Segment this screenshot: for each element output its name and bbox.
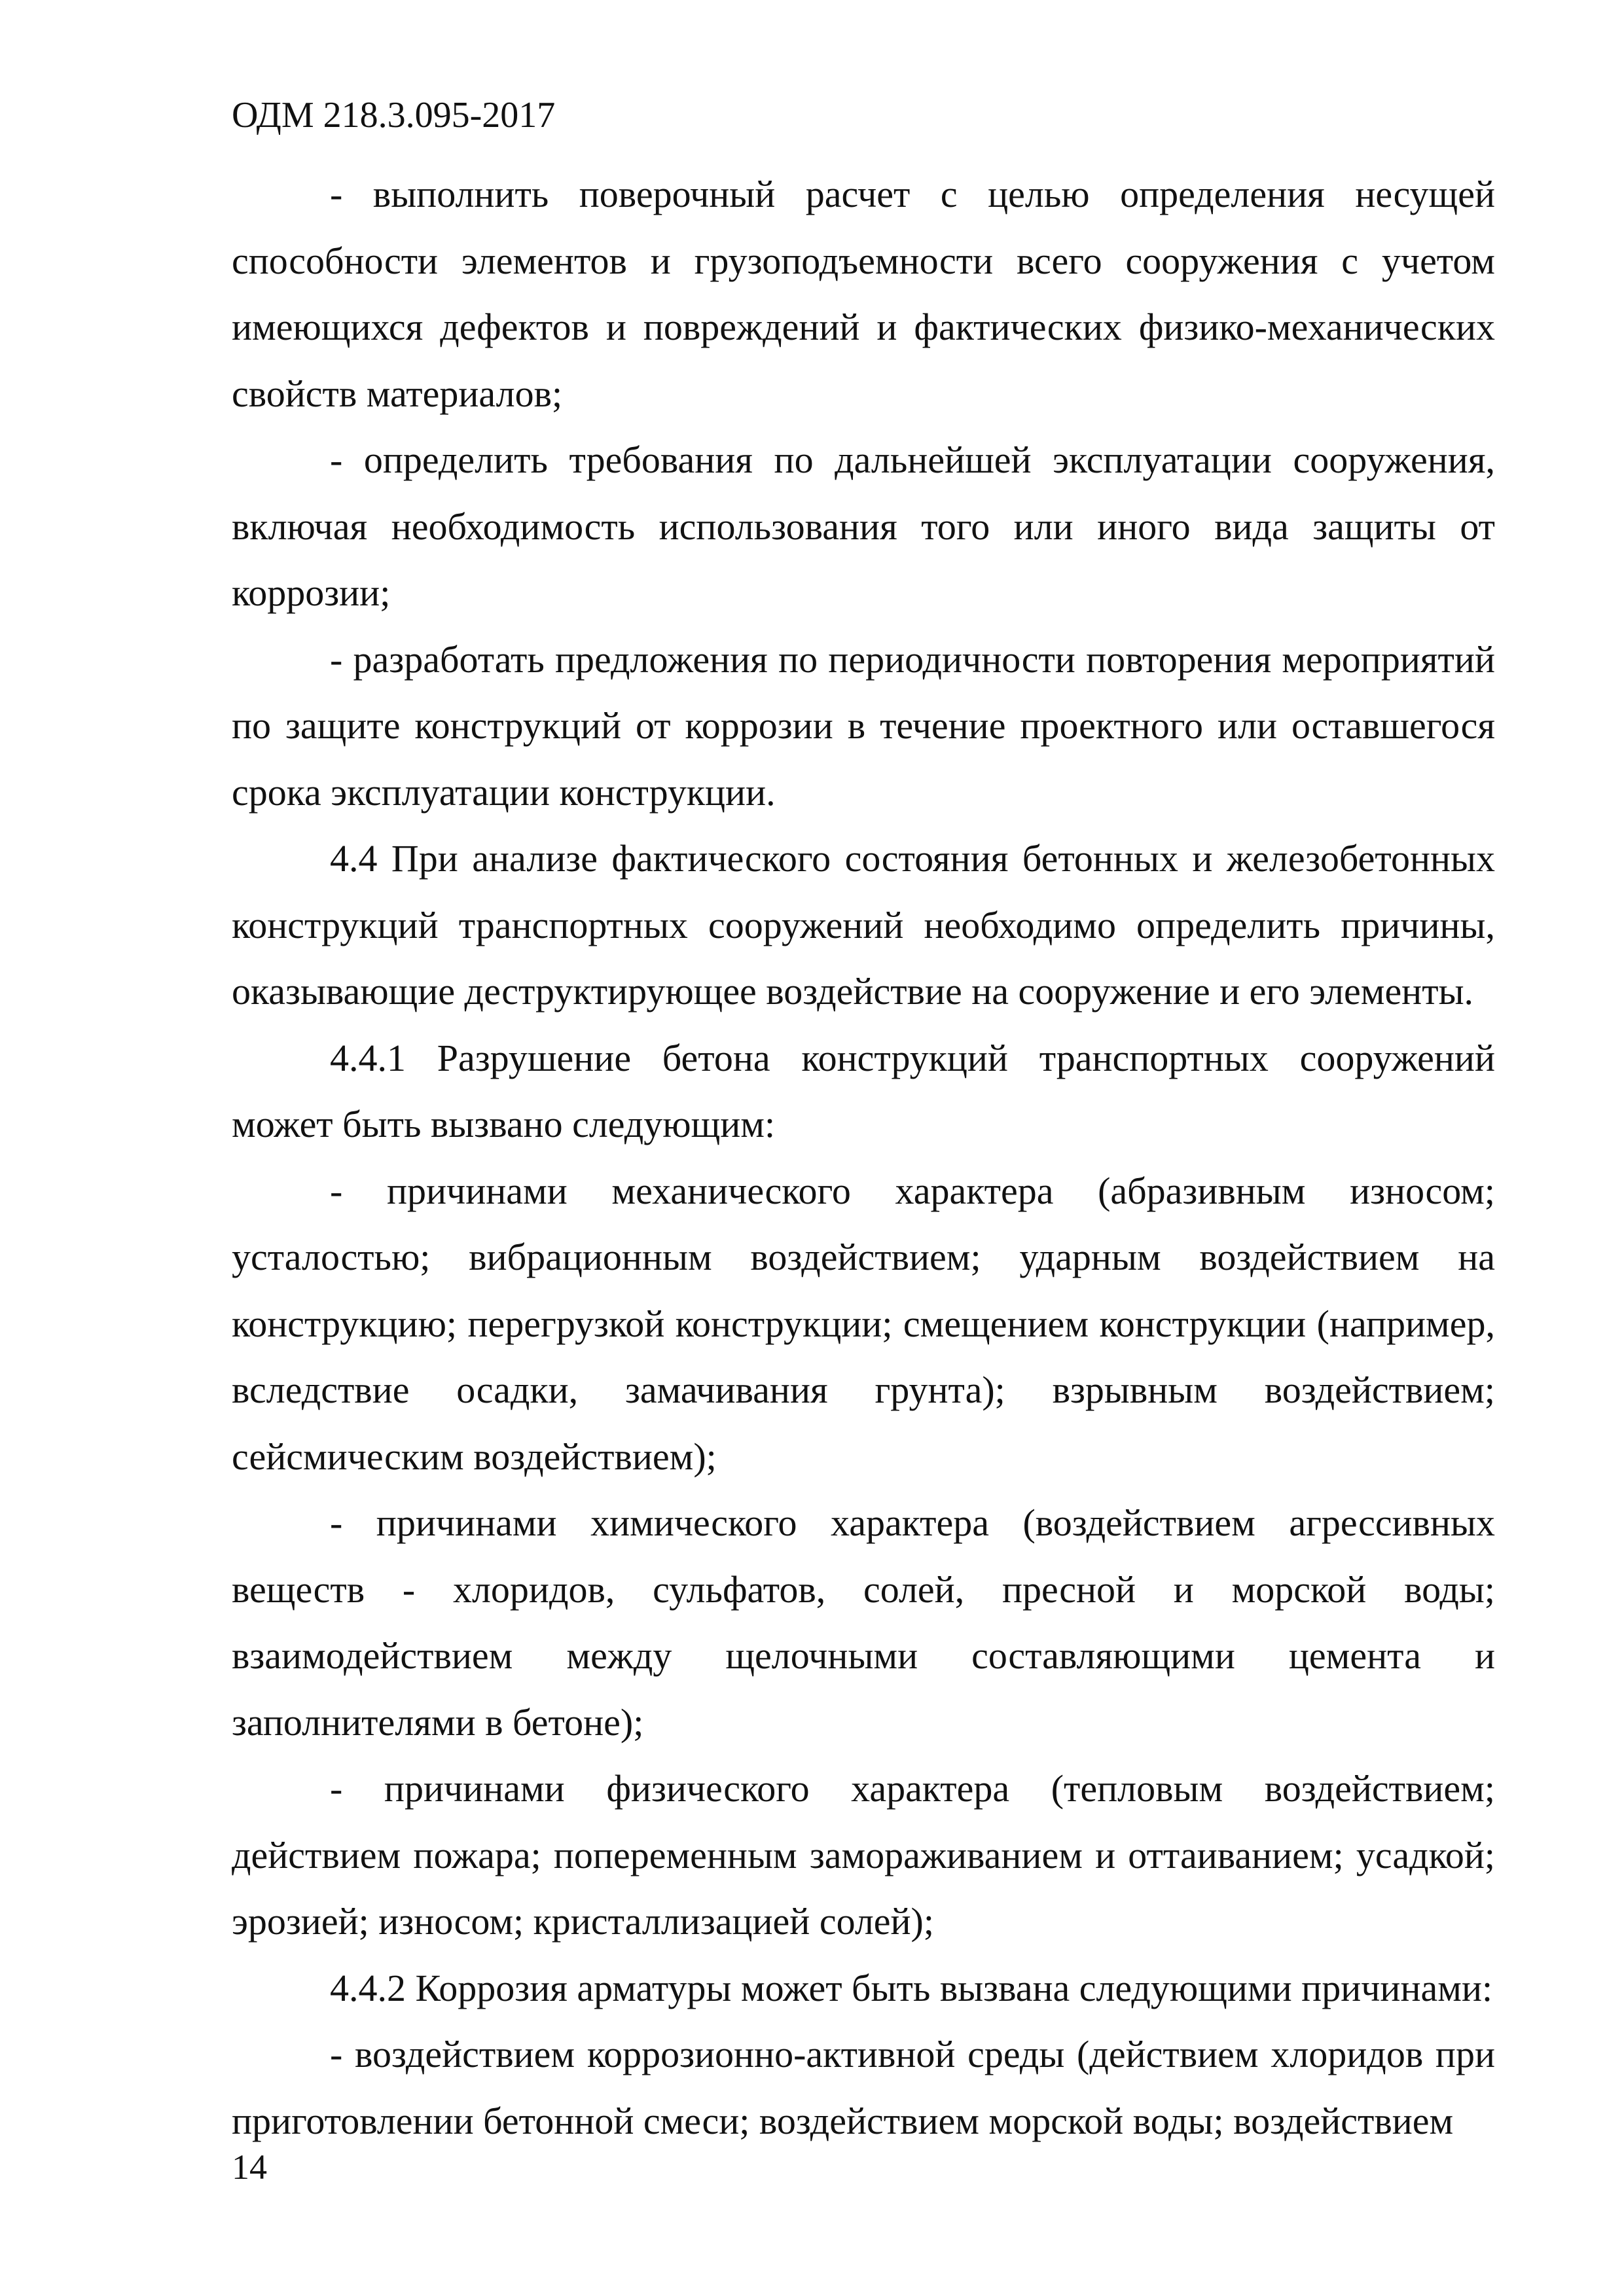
page-number: 14	[232, 2147, 267, 2187]
body-text	[232, 161, 1495, 2154]
paragraph-section-4-4-1: 4.4.1 Разрушение бетона конструкций транспортных сооружений может быть вызвано следующим:	[232, 1036, 1495, 1145]
paragraph-protection-periodicity: - разработать предложения по периодичности повторения мероприятий по защите конструкций от коррозии в течение проектного или оставшегося срока эксплуатации конструкции.	[232, 637, 1495, 814]
paragraph-physical-causes: - причинами физического характера (тепловым воздействием; действием пожара; попеременным замораживанием и оттаиванием; усадкой; эрозией; износом; кристаллизацией солей);	[232, 1767, 1495, 1943]
paragraph-corrosive-environment: - воздействием коррозионно-активной среды (действием хлоридов при приготовлении бетонной смеси; воздействием морской воды; воздействием	[232, 2033, 1495, 2142]
paragraph-section-4-4: 4.4 При анализе фактического состояния бетонных и железобетонных конструкций транспортных сооружений необходимо определить причины, оказывающие деструктирующее воздействие на сооружение и его элементы.	[232, 837, 1495, 1013]
paragraph-chemical-causes: - причинами химического характера (воздействием агрессивных веществ - хлоридов, сульфатов, солей, пресной и морской воды; взаимодействием между щелочными составляющими цемента и заполнителями в бетоне);	[232, 1501, 1495, 1744]
paragraph-mechanical-causes: - причинами механического характера (абразивным износом; усталостью; вибрационным воздействием; ударным воздействием на конструкцию; перегрузкой конструкции; смещением конструкции (например, вследствие осадки, замачивания грунта); взрывным воздействием; сейсмическим воздействием);	[232, 1169, 1495, 1478]
document-code: ОДМ 218.3.095-2017	[232, 95, 556, 135]
paragraph-operation-requirements: - определить требования по дальнейшей эксплуатации сооружения, включая необходимость использования того или иного вида защиты от коррозии;	[232, 439, 1495, 614]
paragraph-verification-calculation: - выполнить поверочный расчет с целью определения несущей способности элементов и грузоподъемности всего сооружения с учетом имеющихся дефектов и повреждений и фактических физико-механических свойств материалов;	[232, 173, 1495, 415]
paragraph-section-4-4-2: 4.4.2 Коррозия арматуры может быть вызвана следующими причинами:	[330, 1966, 1493, 2009]
